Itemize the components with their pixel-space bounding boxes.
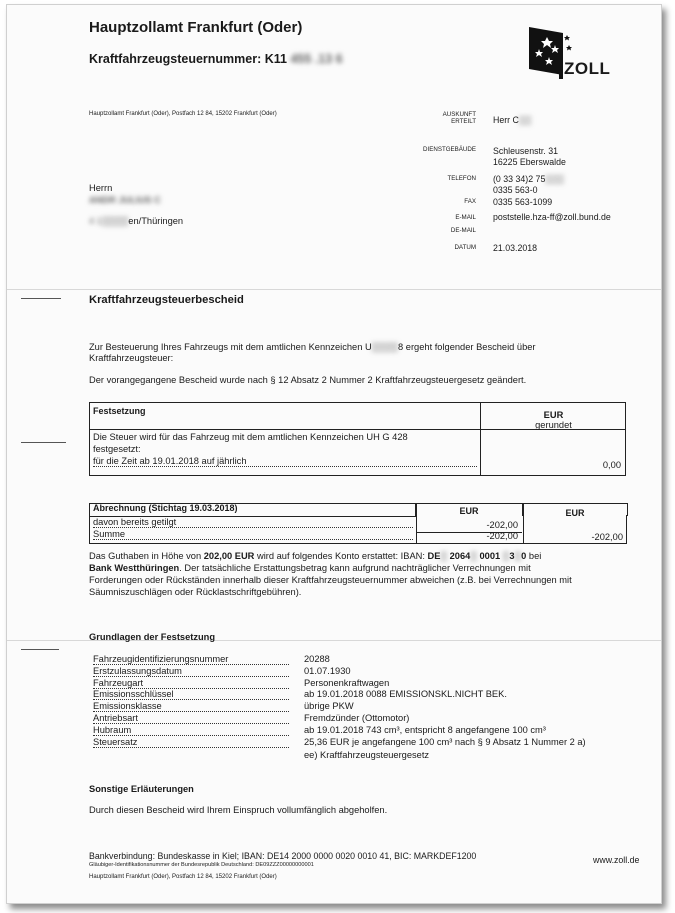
- guthaben-line4: Säumniszuschlägen oder Rücklastschriftgebühren).: [89, 587, 302, 597]
- abrechnung-eur2: EUR: [565, 508, 585, 518]
- bescheid-intro-line1: Zur Besteuerung Ihres Fahrzeugs mit dem amtlichen Kennzeichen U▒▒▒▒8 ergeht folgender Bescheid über: [89, 342, 536, 352]
- tax-number-label: Kraftfahrzeugsteuernummer: K11: [89, 52, 287, 66]
- intro-text-b: 8 ergeht folgender Bescheid über: [398, 342, 536, 352]
- office-title: Hauptzollamt Frankfurt (Oder): [89, 19, 303, 36]
- grundlagen-key: Steuersatz: [93, 737, 289, 748]
- abrechnung-total: -202,00: [591, 532, 623, 542]
- abrechnung-left-line: [89, 515, 90, 543]
- fax-value: 0335 563-1099: [493, 197, 553, 207]
- abrechnung-header: Abrechnung (Stichtag 19.03.2018): [93, 503, 238, 513]
- recipient-city: 4 1▒▒▒▒en/Thüringen: [89, 216, 184, 226]
- tax-number: [89, 52, 343, 66]
- guthaben-text-2: . Der tatsächliche Erstattungsbetrag kann aufgrund nachträglicher Verrechnungen mit: [179, 563, 531, 573]
- datum-label: DATUM: [454, 244, 476, 251]
- festsetzung-amount: 0,00: [602, 460, 621, 470]
- email-label: E-MAIL: [455, 214, 476, 221]
- auskunft-name: Herr C: [493, 115, 519, 125]
- demail-label: DE-MAIL: [450, 227, 476, 234]
- fax-label: FAX: [464, 198, 476, 205]
- grundlagen-key: Fahrzeugart: [93, 678, 289, 689]
- guthaben-amount: 202,00 EUR: [203, 551, 255, 561]
- guthaben-text-a: Das Guthaben in Höhe von: [89, 551, 204, 561]
- festsetzung-header: Festsetzung: [93, 406, 146, 416]
- auskunft-value: Herr C▒▒: [493, 115, 532, 125]
- guthaben-iban: DE▒ 2064▒ 0001 ▒3▒0: [427, 551, 527, 561]
- guthaben-bank: Bank Westthüringen: [89, 563, 180, 573]
- fold-mark: [21, 649, 59, 650]
- dienstgebaeude-city: 16225 Eberswalde: [493, 157, 566, 167]
- sender-line: Hauptzollamt Frankfurt (Oder), Postfach 12 84, 15202 Frankfurt (Oder): [89, 111, 277, 117]
- guthaben-line1: [89, 551, 541, 561]
- festsetzung-eur: EUR: [543, 410, 564, 420]
- auskunft-label: [408, 111, 476, 125]
- dienstgebaeude-label: DIENSTGEBÄUDE: [423, 146, 476, 153]
- grundlagen-key: Hubraum: [93, 725, 289, 736]
- guthaben-line3: Forderungen oder Rückständen innerhalb dieser Kraftfahrzeugsteuernummer abweichen (z.B. bei Verrechnungen mit: [89, 575, 572, 585]
- footer-glaeubiger: Gläubiger-Identifikationsnummer der Bundesrepublik Deutschland: DE09ZZZ00000000001: [89, 862, 314, 868]
- footer-bank: Bankverbindung: Bundeskasse in Kiel; IBAN: DE14 2000 0000 0020 0010 41, BIC: MARKDEF1200: [89, 851, 477, 861]
- email-value: poststelle.hza-ff@zoll.bund.de: [493, 212, 611, 222]
- document-page: [6, 4, 662, 904]
- abrechnung-row2-value: -202,00: [486, 531, 518, 541]
- tax-number-redacted: 455 .13 6: [290, 52, 343, 66]
- recipient-city-name: en/Thüringen: [128, 216, 184, 226]
- grundlagen-value: Personenkraftwagen: [304, 677, 390, 688]
- abrechnung-bottom-line: [89, 543, 627, 544]
- telefon-label: TELEFON: [447, 175, 476, 182]
- grundlagen-key: Emissionsklasse: [93, 701, 289, 712]
- sonstige-title: Sonstige Erläuterungen: [89, 784, 194, 794]
- abrechnung-row1-value: -202,00: [486, 520, 518, 530]
- dienstgebaeude-street: Schleusenstr. 31: [493, 146, 559, 156]
- guthaben-line2: [89, 563, 531, 573]
- festsetzung-line1: Die Steuer wird für das Fahrzeug mit dem amtlichen Kennzeichen UH G 428: [93, 432, 408, 442]
- recipient-name: ANDR JULIUS C: [89, 195, 161, 205]
- festsetzung-line3: für die Zeit ab 19.01.2018 auf jährlich: [93, 456, 477, 467]
- grundlagen-value: ab 19.01.2018 0088 EMISSIONSKL.NICHT BEK.: [304, 689, 507, 700]
- abrechnung-eur1: EUR: [459, 506, 479, 516]
- recipient-zip: 4 1: [89, 216, 102, 226]
- bescheid-title: Kraftfahrzeugsteuerbescheid: [89, 294, 244, 306]
- fold-mark: [21, 442, 66, 443]
- recipient-salutation: Herrn: [89, 183, 113, 193]
- festsetzung-line2: festgesetzt:: [93, 444, 141, 454]
- fold-mark: [21, 298, 61, 299]
- grundlagen-value: Fremdzünder (Ottomotor): [304, 713, 410, 723]
- grundlagen-key: Antriebsart: [93, 713, 289, 724]
- grundlagen-value: 20288: [304, 654, 330, 664]
- footer-address: Hauptzollamt Frankfurt (Oder), Postfach 12 84, 15202 Frankfurt (Oder): [89, 874, 277, 880]
- auskunft-label-2: ERTEILT: [451, 118, 476, 125]
- telefon-main: 0335 563-0: [493, 185, 538, 195]
- grundlagen-title: Grundlagen der Festsetzung: [89, 632, 216, 642]
- footer-web: www.zoll.de: [593, 855, 640, 865]
- intro-text-a: Zur Besteuerung Ihres Fahrzeugs mit dem amtlichen Kennzeichen U: [89, 342, 372, 352]
- steuersatz-continuation: ee) Kraftfahrzeugsteuergesetz: [304, 750, 430, 760]
- telefon-direct: (0 33 34)2 75▒▒▒: [493, 174, 565, 184]
- guthaben-text-d: bei: [526, 551, 542, 561]
- grundlagen-value: ab 19.01.2018 743 cm³, entspricht 8 angefangene 100 cm³: [304, 724, 546, 735]
- datum-value: 21.03.2018: [493, 243, 538, 253]
- festsetzung-gerundet: gerundet: [535, 420, 572, 430]
- abrechnung-row2: Summe: [93, 529, 413, 540]
- grundlagen-value: 25,36 EUR je angefangene 100 cm³ nach § 9 Absatz 1 Nummer 2 a): [304, 736, 586, 747]
- abrechnung-row1: davon bereits getilgt: [93, 517, 413, 528]
- abrechnung-right-line: [626, 515, 627, 543]
- grundlagen-key: Emissionsschlüssel: [93, 689, 289, 700]
- telefon-direct-number: (0 33 34)2 75: [493, 174, 546, 184]
- zoll-logo-text: ZOLL: [564, 59, 611, 78]
- grundlagen-value: übrige PKW: [304, 701, 354, 712]
- grundlagen-key: Fahrzeugidentifizierungsnummer: [93, 654, 289, 665]
- bescheid-intro-line2: Kraftfahrzeugsteuer:: [89, 353, 174, 363]
- sonstige-text: Durch diesen Bescheid wird Ihrem Einspruch vollumfänglich abgeholfen.: [89, 805, 388, 815]
- auskunft-label-1: AUSKUNFT: [442, 111, 476, 118]
- bescheid-previous: Der vorangegangene Bescheid wurde nach § 12 Absatz 2 Nummer 2 Kraftfahrzeugsteuergesetz geändert.: [89, 375, 527, 385]
- guthaben-text-c: wird auf folgendes Konto erstattet: IBAN:: [254, 551, 428, 561]
- paper-crease: [7, 289, 661, 290]
- grundlagen-key: Erstzulassungsdatum: [93, 666, 289, 677]
- grundlagen-value: 01.07.1930: [304, 665, 351, 676]
